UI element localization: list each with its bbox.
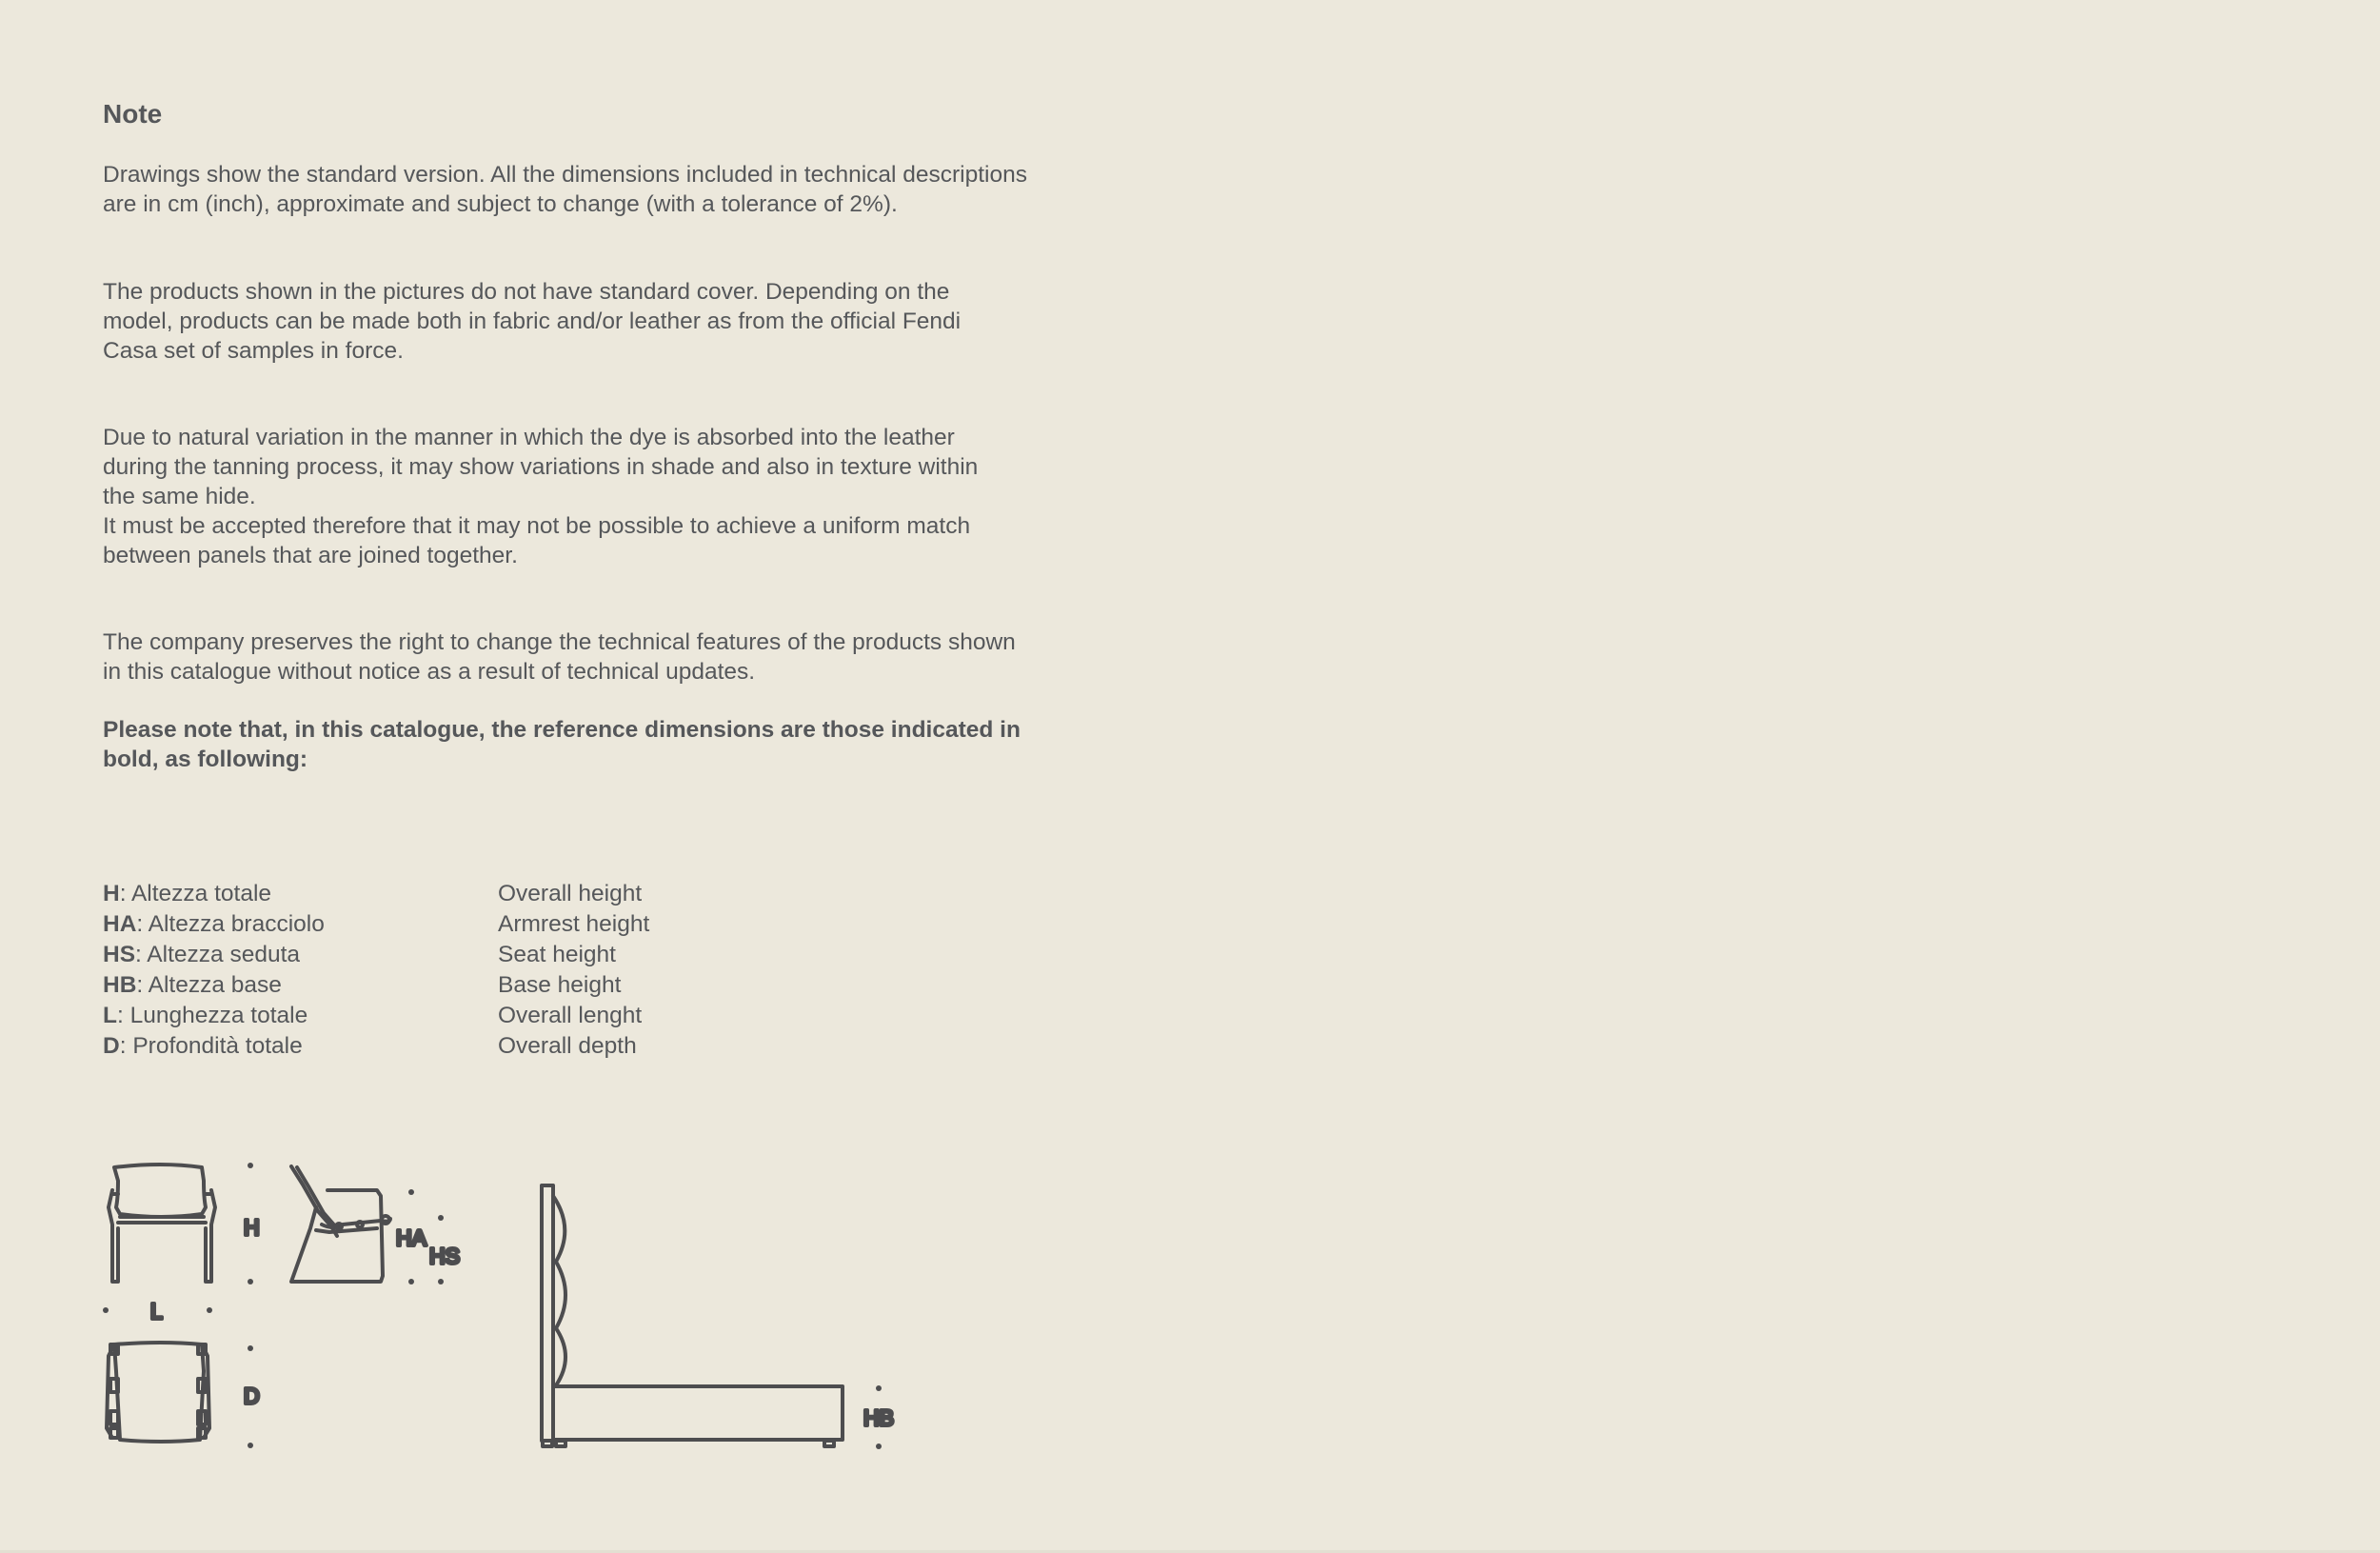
dimension-english-label: Armrest height [498, 911, 650, 937]
paragraph-line: Casa set of samples in force. [103, 338, 404, 364]
dimension-italian-label: : Altezza totale [119, 881, 272, 906]
dimension-label-h: H [244, 1215, 260, 1240]
paragraph-line: Due to natural variation in the manner in which the dye is absorbed into the leather [103, 425, 955, 450]
dimension-code: D [103, 1033, 120, 1059]
dimension-code: L [103, 1003, 117, 1028]
armchair-side-view [291, 1166, 390, 1282]
dimension-italian-label: : Altezza base [136, 972, 282, 998]
dimension-code: H [103, 881, 120, 906]
paragraph-line: during the tanning process, it may show variations in shade and also in texture within [103, 454, 979, 480]
armchair-top-view [107, 1343, 209, 1442]
bed-side-view [542, 1185, 843, 1446]
dimension-italian-label: : Profondità totale [119, 1033, 303, 1059]
dimension-code: HB [103, 972, 137, 998]
dimension-label-l: L [150, 1299, 163, 1324]
paragraph-line: are in cm (inch), approximate and subject to change (with a tolerance of 2%). [103, 191, 898, 217]
paragraph-line: the same hide. [103, 484, 256, 509]
dimension-english-label: Overall depth [498, 1033, 637, 1059]
paragraph-line: in this catalogue without notice as a result of technical updates. [103, 659, 756, 685]
dimension-italian-label: : Lunghezza totale [116, 1003, 308, 1028]
dimension-italian-label: : Altezza seduta [135, 942, 301, 967]
dimension-label-d: D [244, 1384, 260, 1408]
paragraph-line: Drawings show the standard version. All the dimensions included in technical descriptions [103, 162, 1027, 188]
dimension-italian-label: : Altezza bracciolo [136, 911, 325, 937]
dimension-english-label: Overall lenght [498, 1003, 643, 1028]
dimension-label-hs: HS [429, 1244, 460, 1268]
paragraph-line: It must be accepted therefore that it may not be possible to achieve a uniform match [103, 513, 971, 539]
paragraph-line: The company preserves the right to change the technical features of the products shown [103, 629, 1016, 655]
dimension-label-ha: HA [396, 1225, 426, 1250]
dimension-english-label: Overall height [498, 881, 643, 906]
dimension-code: HS [103, 942, 136, 967]
dimension-english-label: Seat height [498, 942, 616, 967]
paragraph-line: The products shown in the pictures do not have standard cover. Depending on the [103, 279, 950, 305]
paragraph-line: bold, as following: [103, 747, 308, 772]
dimension-label-hb: HB [863, 1405, 894, 1430]
dimension-markers [103, 1163, 882, 1449]
dimension-code: HA [103, 911, 137, 937]
dimension-english-label: Base height [498, 972, 622, 998]
armchair-front-view [109, 1165, 215, 1282]
paragraph-line: between panels that are joined together. [103, 543, 518, 568]
note-title: Note [103, 99, 163, 129]
paragraph-line: Please note that, in this catalogue, the reference dimensions are those indicated in [103, 717, 1021, 743]
paragraph-line: model, products can be made both in fabric and/or leather as from the official Fendi [103, 309, 962, 334]
